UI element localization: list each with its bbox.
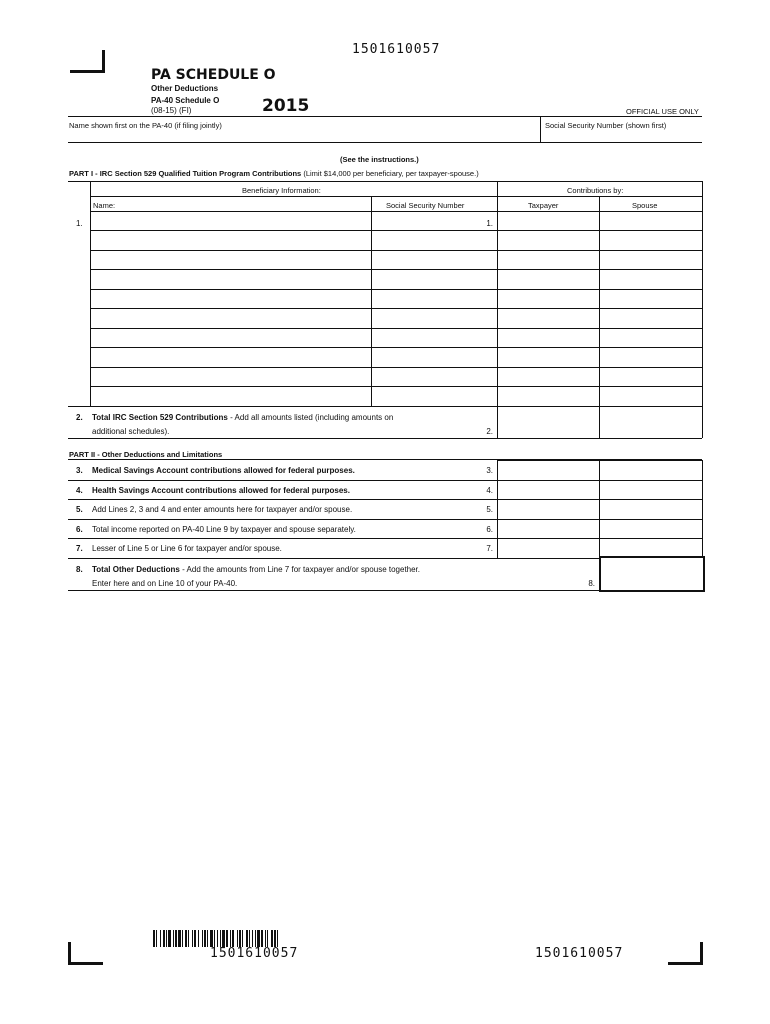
- line-number: 4.: [76, 485, 83, 495]
- line-text: Total income reported on PA-40 Line 9 by taxpayer and spouse separately.: [92, 524, 356, 534]
- official-use-label: OFFICIAL USE ONLY: [626, 107, 699, 116]
- name-label: Name shown first on the PA-40 (if filing jointly): [69, 121, 222, 130]
- barcode-bar: [188, 930, 189, 947]
- part2-title: PART II - Other Deductions and Limitations: [69, 450, 223, 459]
- line1-marker: 1.: [486, 219, 493, 228]
- barcode-bar: [168, 930, 171, 947]
- contributions-header: Contributions by:: [567, 186, 624, 195]
- barcode-bar: [153, 930, 155, 947]
- line-marker: 4.: [486, 485, 493, 495]
- divider: [68, 438, 702, 439]
- barcode-bar: [182, 930, 183, 947]
- line-text: Health Savings Account contributions allowed for federal purposes.: [92, 485, 350, 495]
- barcode-number-bottom-left: 1501610057: [210, 946, 299, 961]
- line-text: Add Lines 2, 3 and 4 and enter amounts here for taxpayer and/or spouse.: [92, 505, 353, 514]
- divider: [90, 181, 91, 407]
- col-taxpayer: Taxpayer: [528, 201, 559, 210]
- barcode-bar: [271, 930, 273, 947]
- barcode-bar: [239, 930, 241, 947]
- line2-number: 2.: [76, 413, 83, 422]
- divider: [68, 519, 497, 520]
- form-revision: (08-15) (FI): [151, 106, 192, 115]
- crop-mark-bottom-right: [668, 942, 703, 965]
- barcode-bar: [198, 930, 199, 947]
- barcode-bar: [204, 930, 206, 947]
- barcode-bar: [160, 930, 161, 947]
- taxpayer-amount-box[interactable]: [497, 519, 601, 540]
- divider: [90, 289, 702, 290]
- barcode-bar: [185, 930, 187, 947]
- part1-title-rest: (Limit $14,000 per beneficiary, per taxpayer-spouse.): [301, 169, 479, 178]
- divider: [599, 196, 600, 438]
- divider: [497, 181, 498, 438]
- form-title: PA SCHEDULE O: [151, 67, 276, 83]
- barcode-bar: [277, 930, 278, 947]
- spouse-amount-box[interactable]: [599, 480, 703, 501]
- divider: [371, 196, 372, 407]
- line8-number: 8.: [76, 565, 83, 574]
- barcode-bar: [222, 930, 225, 947]
- divider: [68, 590, 599, 591]
- line2-bold: Total IRC Section 529 Contributions: [92, 413, 228, 422]
- line8-total-box[interactable]: [599, 556, 705, 592]
- barcode-bar: [226, 930, 228, 947]
- line-number: 6.: [76, 524, 83, 534]
- barcode-bar: [255, 930, 256, 947]
- barcode-number-bottom-right: 1501610057: [535, 946, 624, 961]
- line2-text: [92, 413, 393, 422]
- barcode-bar: [257, 930, 260, 947]
- divider: [68, 142, 702, 143]
- taxpayer-amount-box[interactable]: [497, 538, 601, 559]
- line8-marker: 8.: [588, 579, 595, 588]
- ssn-label: Social Security Number (shown first): [545, 121, 667, 130]
- taxpayer-amount-box[interactable]: [497, 499, 601, 520]
- barcode-bar: [214, 930, 215, 947]
- barcode-bar: [175, 930, 177, 947]
- barcode-bar: [156, 930, 157, 947]
- barcode-bar: [237, 930, 238, 947]
- barcode-bar: [232, 930, 234, 947]
- divider: [90, 250, 702, 251]
- divider: [68, 558, 497, 559]
- barcode-bar: [242, 930, 243, 947]
- line-marker: 3.: [486, 466, 493, 475]
- divider: [90, 308, 702, 309]
- line1-number: 1.: [76, 219, 83, 228]
- divider: [540, 116, 541, 142]
- line-text: Lesser of Line 5 or Line 6 for taxpayer and/or spouse.: [92, 544, 282, 553]
- line-number: 5.: [76, 505, 83, 514]
- divider: [702, 181, 703, 438]
- spouse-amount-box[interactable]: [599, 499, 703, 520]
- barcode-bar: [173, 930, 174, 947]
- line8-bold: Total Other Deductions: [92, 565, 180, 574]
- taxpayer-amount-box[interactable]: [497, 480, 601, 501]
- divider: [90, 196, 702, 197]
- barcode-bar: [163, 930, 165, 947]
- divider: [90, 386, 702, 387]
- line-marker: 5.: [486, 505, 493, 514]
- line-number: 7.: [76, 544, 83, 553]
- divider: [90, 230, 702, 231]
- form-subtitle: Other Deductions: [151, 84, 219, 93]
- spouse-amount-box[interactable]: [599, 460, 703, 481]
- col-spouse: Spouse: [632, 201, 658, 210]
- barcode-bar: [267, 930, 268, 947]
- barcode-bar: [246, 930, 248, 947]
- line8-continuation: Enter here and on Line 10 of your PA-40.: [92, 579, 238, 588]
- divider: [68, 538, 497, 539]
- line2-rest: - Add all amounts listed (including amounts on: [227, 413, 394, 422]
- barcode-bar: [166, 930, 167, 947]
- line2-marker: 2.: [486, 427, 493, 436]
- barcode-bar: [202, 930, 203, 947]
- divider: [90, 367, 702, 368]
- line-marker: 6.: [486, 524, 493, 534]
- barcode-bar: [194, 930, 196, 947]
- barcode-bar: [207, 930, 208, 947]
- line2-continuation: additional schedules).: [92, 427, 170, 436]
- divider: [90, 269, 702, 270]
- line8-rest: - Add the amounts from Line 7 for taxpayer and/or spouse together.: [179, 565, 421, 574]
- line8-text: [92, 565, 420, 574]
- part1-title-bold: PART I - IRC Section 529 Qualified Tuition Program Contributions: [69, 169, 302, 178]
- barcode-number-top: 1501610057: [352, 42, 441, 57]
- barcode-bar: [230, 930, 231, 947]
- barcode-bar: [220, 930, 221, 947]
- divider: [68, 181, 702, 182]
- divider: [68, 480, 497, 481]
- barcode-image: [153, 930, 365, 947]
- divider: [90, 347, 702, 348]
- beneficiary-header: Beneficiary Information:: [242, 186, 321, 195]
- divider: [90, 328, 702, 329]
- divider: [68, 406, 702, 407]
- line-text: Medical Savings Account contributions allowed for federal purposes.: [92, 466, 355, 475]
- barcode-bar: [249, 930, 250, 947]
- barcode-bar: [192, 930, 193, 947]
- divider: [68, 499, 497, 500]
- crop-mark-top-left: [70, 50, 105, 73]
- line-number: 3.: [76, 466, 83, 475]
- taxpayer-amount-box[interactable]: [497, 460, 601, 481]
- col-name: Name:: [93, 201, 116, 210]
- barcode-bar: [178, 930, 181, 947]
- barcode-bar: [261, 930, 263, 947]
- form-name: PA-40 Schedule O: [151, 96, 220, 105]
- crop-mark-bottom-left: [68, 942, 103, 965]
- instructions-note: (See the instructions.): [340, 155, 419, 164]
- divider: [68, 116, 702, 117]
- divider: [90, 211, 702, 212]
- barcode-bar: [274, 930, 276, 947]
- barcode-bar: [252, 930, 253, 947]
- barcode-bar: [265, 930, 266, 947]
- barcode-bar: [217, 930, 218, 947]
- line-marker: 7.: [486, 544, 493, 553]
- part1-title: [69, 169, 479, 178]
- tax-year: 2015: [262, 96, 310, 116]
- spouse-amount-box[interactable]: [599, 519, 703, 540]
- col-ssn: Social Security Number: [386, 201, 465, 210]
- barcode-bar: [210, 930, 213, 947]
